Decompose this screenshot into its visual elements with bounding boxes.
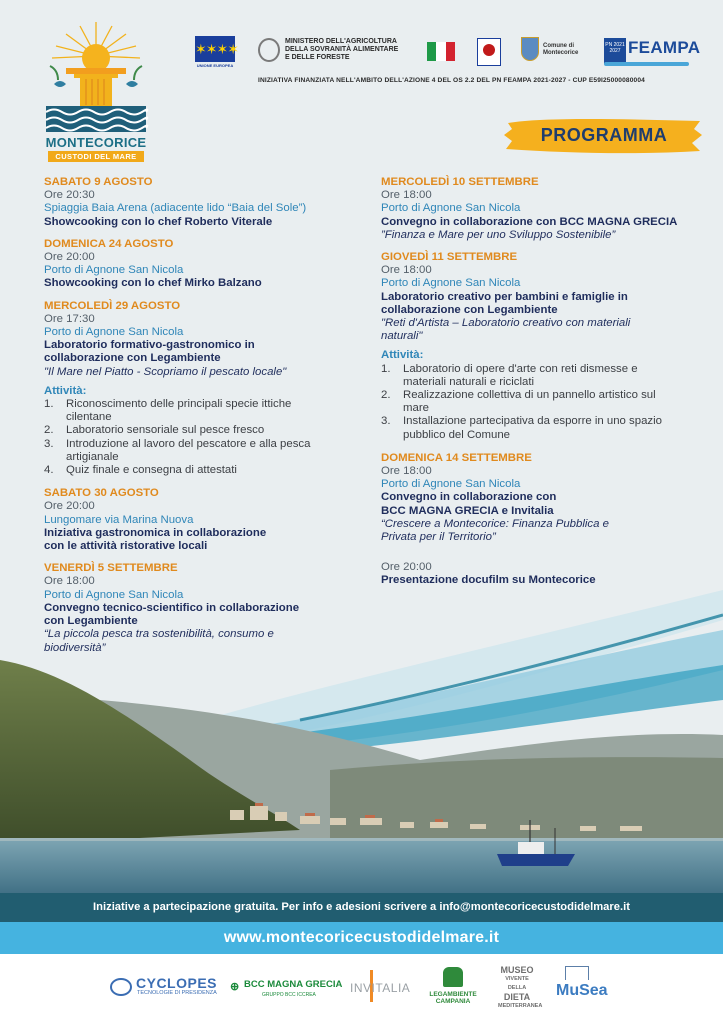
cyclopes-tagline: TECNOLOGIE DI PRESIDENZA xyxy=(137,990,217,996)
eu-flag-icon: ✶✶✶✶ xyxy=(195,36,235,62)
coastal-landscape-image xyxy=(0,560,723,895)
event-30-agosto xyxy=(44,487,344,553)
event-date: GIOVEDÌ 11 SETTEMBRE xyxy=(381,251,518,264)
event-time: Ore 18:00 xyxy=(381,264,432,277)
event-date: SABATO 30 AGOSTO xyxy=(44,487,159,500)
ministry-name: MINISTERO DELL'AGRICOLTURA DELLA SOVRANITÀ ALIMENTARE E DELLE FORESTE xyxy=(285,38,399,61)
logo-title: MONTECORICE xyxy=(45,135,147,150)
ministry-emblem-icon xyxy=(258,38,280,62)
event-place: Spiaggia Baia Arena (adiacente lido “Baia del Sole”) xyxy=(44,202,307,215)
info-bar: Iniziative a partecipazione gratuita. Per info e adesioni scrivere a info@montecoricecustodidelmare.it xyxy=(0,893,723,922)
legambiente-swan-icon xyxy=(443,967,463,987)
event-date: DOMENICA 24 AGOSTO xyxy=(44,237,174,250)
activities-label: Attività: xyxy=(381,349,424,362)
list-item: 2. Laboratorio sensoriale sul pesce fresco xyxy=(44,424,265,437)
musea-logo: MuSea xyxy=(556,982,608,999)
event-subtitle-cont: Privata per il Territorio” xyxy=(381,531,496,544)
event-place: Porto di Agnone San Nicola xyxy=(44,264,184,277)
feampa-badge-icon: PN 2021 2027 xyxy=(604,38,626,64)
event-place: Porto di Agnone San Nicola xyxy=(381,202,521,215)
program-column-right xyxy=(381,176,691,597)
event-date: MERCOLEDÌ 29 AGOSTO xyxy=(44,299,181,312)
list-item: 1. Laboratorio di opere d'arte con reti dismesse e materiali naturali e riciclati xyxy=(381,362,638,388)
event-title-cont: con le attività ristorative locali xyxy=(44,540,208,553)
activities-list xyxy=(44,398,344,477)
event-title: Showcooking con lo chef Mirko Balzano xyxy=(44,277,262,290)
event-title-cont: con Legambiente xyxy=(44,615,138,628)
programma-title: PROGRAMMA xyxy=(540,125,668,145)
event-time: Ore 20:30 xyxy=(44,189,95,202)
event-subtitle: “La piccola pesca tra sostenibilità, consumo e xyxy=(44,628,274,641)
event-10-settembre xyxy=(381,176,691,242)
event-title-cont: collaborazione con Legambiente xyxy=(44,352,221,365)
event-date: VENERDÌ 5 SETTEMBRE xyxy=(44,562,178,575)
event-subtitle: “Crescere a Montecorice: Finanza Pubblica e xyxy=(381,517,609,530)
event-time-2: Ore 20:00 xyxy=(381,561,432,574)
list-item: 3. Installazione partecipativa da esporre in uno spazio pubblico del Comune xyxy=(381,415,662,441)
invitalia-logo: INVITALIA xyxy=(350,981,411,995)
event-date: MERCOLEDÌ 10 SETTEMBRE xyxy=(381,176,539,188)
feampa-logo: FEAMPA xyxy=(628,38,701,57)
event-title: Convegno in collaborazione con BCC MAGNA GRECIA xyxy=(381,215,678,228)
event-date: DOMENICA 14 SETTEMBRE xyxy=(381,451,532,464)
bcc-logo: BCC MAGNA GRECIA xyxy=(244,979,343,990)
event-title: Showcooking con lo chef Roberto Viterale xyxy=(44,215,273,228)
event-subtitle: "Il Mare nel Piatto - Scopriamo il pescato locale" xyxy=(44,365,287,378)
event-title: Convegno tecnico-scientifico in collaborazione xyxy=(44,601,300,614)
event-9-agosto xyxy=(44,176,344,229)
temple-sun-icon xyxy=(40,18,152,133)
event-title: Convegno in collaborazione con xyxy=(381,491,557,504)
event-time: Ore 20:00 xyxy=(44,251,95,264)
comune-crest-icon xyxy=(521,37,539,61)
list-item: 3. Introduzione al lavoro del pescatore e alla pesca artigianale xyxy=(44,437,311,463)
activities-label: Attività: xyxy=(44,384,87,397)
bcc-icon: ⊕ xyxy=(230,981,240,993)
event-title: Iniziativa gastronomica in collaborazione xyxy=(44,526,267,539)
cyclopes-eye-icon xyxy=(110,978,132,996)
bcc-tagline: GRUPPO BCC ICCREA xyxy=(262,992,316,998)
list-item: 2. Realizzazione collettiva di un pannello artistico sul mare xyxy=(381,389,656,415)
event-title-cont: BCC MAGNA GRECIA e Invitalia xyxy=(381,504,554,517)
list-item: 4. Quiz finale e consegna di attestati xyxy=(44,464,237,477)
event-subtitle: "Reti d'Artista – Laboratorio creativo con materiali xyxy=(381,317,631,330)
event-title: Laboratorio creativo per bambini e famiglie in xyxy=(381,290,628,303)
comune-name: Comune di Montecorice xyxy=(543,43,579,56)
event-time: Ore 18:00 xyxy=(44,575,95,588)
event-place: Porto di Agnone San Nicola xyxy=(381,277,521,290)
event-place: Lungomare via Marina Nuova xyxy=(44,513,194,526)
legambiente-logo: LEGAMBIENTE CAMPANIA xyxy=(429,991,477,1005)
museo-dieta-logo: MUSEO VIVENTE DELLA DIETA MEDITERRANEA xyxy=(498,965,543,1009)
list-item: 1. Riconoscimento delle principali specie ittiche cilentane xyxy=(44,398,292,424)
feampa-wave-icon xyxy=(604,62,689,66)
eu-label: UNIONE EUROPEA xyxy=(196,63,234,68)
event-place: Porto di Agnone San Nicola xyxy=(44,326,184,339)
website-link[interactable]: www.montecoricecustodidelmare.it xyxy=(0,922,723,954)
event-date: SABATO 9 AGOSTO xyxy=(44,176,153,188)
event-time: Ore 20:00 xyxy=(44,500,95,513)
italy-flag-icon xyxy=(427,42,455,61)
event-time: Ore 18:00 xyxy=(381,465,432,478)
event-subtitle-cont: naturali" xyxy=(381,330,423,343)
event-place: Porto di Agnone San Nicola xyxy=(381,478,521,491)
event-time: Ore 18:00 xyxy=(381,189,432,202)
event-time: Ore 17:30 xyxy=(44,312,95,325)
event-title-2: Presentazione docufilm su Montecorice xyxy=(381,574,596,587)
event-subtitle-cont: biodiversità” xyxy=(44,641,106,654)
event-title: Laboratorio formativo-gastronomico in xyxy=(44,339,255,352)
activities-list xyxy=(381,363,691,442)
event-title-cont: collaborazione con Legambiente xyxy=(381,303,558,316)
funding-notice: INIZIATIVA FINANZIATA NELL'AMBITO DELL'AZIONE 4 DEL OS 2.2 DEL PN FEAMPA 2021-2027 - CUP E59I25000080004 xyxy=(258,77,645,84)
event-29-agosto xyxy=(44,300,344,478)
event-subtitle: ”Finanza e Mare per uno Sviluppo Sostenibile” xyxy=(381,228,616,241)
musea-castle-icon xyxy=(565,966,589,980)
logo-subtitle: CUSTODI DEL MARE xyxy=(48,151,144,162)
regione-campania-icon xyxy=(477,38,501,66)
montecorice-logo xyxy=(40,18,152,163)
event-place: Porto di Agnone San Nicola xyxy=(44,588,184,601)
event-24-agosto xyxy=(44,238,344,291)
cyclopes-logo: CYCLOPES xyxy=(136,975,218,991)
event-11-settembre xyxy=(381,251,691,442)
